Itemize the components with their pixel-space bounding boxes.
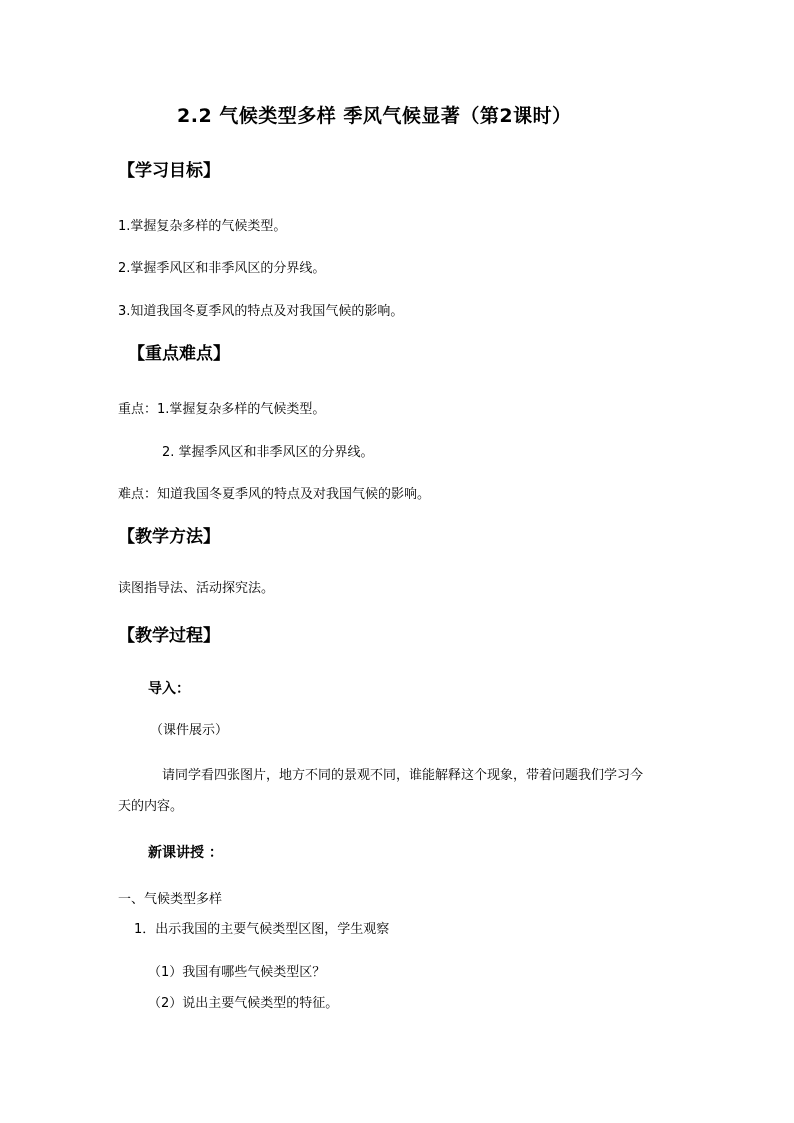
question-1: （1）我国有哪些气候类型区？ (148, 965, 326, 980)
focus-point-2: 2. 掌握季风区和非季风区的分界线。 (162, 445, 374, 460)
step-one: 1．出示我国的主要气候类型区图，学生观察 (134, 922, 390, 937)
methods-text: 读图指导法、活动探究法。 (118, 581, 275, 596)
new-lesson-label: 新课讲授 ： (148, 845, 223, 861)
objectives-heading: 【学习目标】 (118, 161, 220, 181)
focus-point-1: 重点：1.掌握复杂多样的气候类型。 (118, 402, 326, 417)
difficulty-point: 难点：知道我国冬夏季风的特点及对我国气候的影响。 (118, 487, 431, 502)
objective-item-2: 2.掌握季风区和非季风区的分界线。 (118, 261, 326, 276)
key-points-heading: 【重点难点】 (128, 344, 230, 364)
intro-paragraph-line-1: 请同学看四张图片，地方不同的景观不同，谁能解释这个现象，带着问题我们学习今 (162, 768, 644, 783)
page-title: 2.2 气候类型多样 季风气候显著（第2课时） (177, 105, 572, 127)
courseware-note: （课件展示） (150, 723, 229, 738)
intro-label: 导入： (148, 681, 190, 697)
part-one-heading: 一、气候类型多样 (118, 892, 223, 907)
process-heading: 【教学过程】 (118, 626, 220, 646)
objective-item-1: 1.掌握复杂多样的气候类型。 (118, 219, 287, 234)
intro-paragraph-line-2: 天的内容。 (118, 799, 184, 814)
methods-heading: 【教学方法】 (118, 527, 220, 547)
objective-item-3: 3.知道我国冬夏季风的特点及对我国气候的影响。 (118, 304, 404, 319)
question-2: （2）说出主要气候类型的特征。 (148, 996, 339, 1011)
